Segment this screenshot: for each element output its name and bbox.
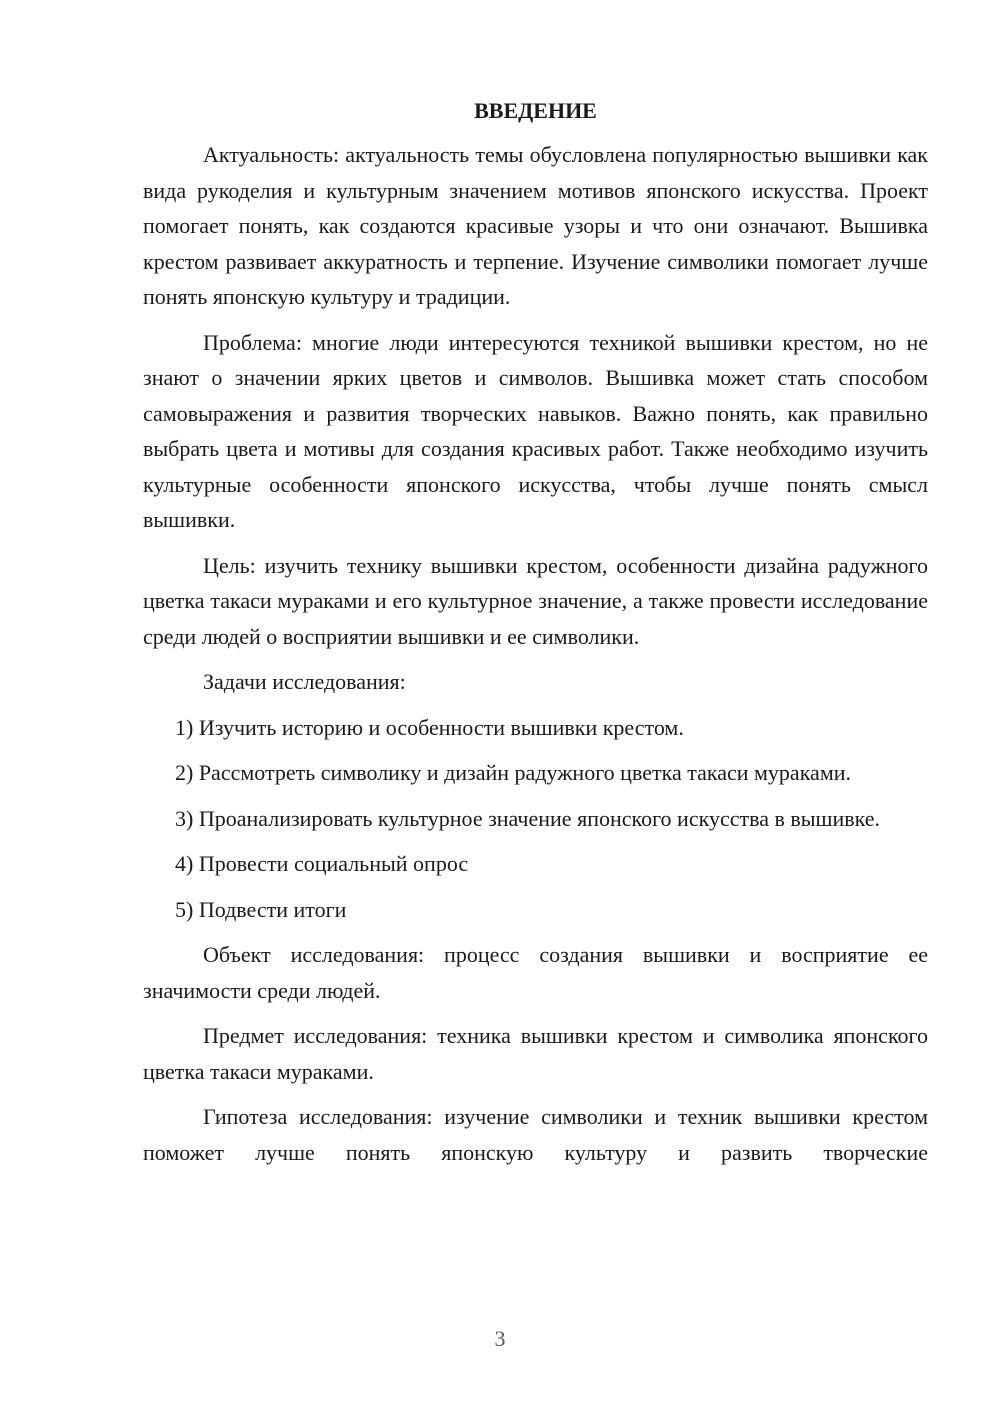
paragraph-hypothesis: Гипотеза исследования: изучение символики и техник вышивки крестом поможет лучше понять японскую культуру и развить творческие [143,1104,928,1165]
paragraph-problem: Проблема: многие люди интересуются техникой вышивки крестом, но не знают о значении ярких цветов и символов. Вышивка может стать способом самовыражения и развития творческих навыков. Важно понять, как правильно выбрать цвета и мотивы для создания красивых работ. Также необходимо изучить культурные особенности японского искусства, чтобы лучше понять смысл вышивки. [143,329,928,532]
task-item-3: 3) Проанализировать культурное значение японского искусства в вышивке. [175,805,881,831]
task-item-4: 4) Провести социальный опрос [175,851,469,876]
paragraph-subject: Предмет исследования: техника вышивки крестом и символика японского цветка такаси мураками. [143,1023,928,1084]
task-item-2: 2) Рассмотреть символику и дизайн радужного цветка такаси мураками. [175,760,852,785]
task-item-5: 5) Подвести итоги [175,896,347,922]
section-title: ВВЕДЕНИЕ [474,98,597,123]
task-item-1: 1) Изучить историю и особенности вышивки крестом. [175,714,684,740]
document-body [143,94,928,1180]
paragraph-goal: Цель: изучить технику вышивки крестом, особенности дизайна радужного цветка такаси мураками и его культурное значение, а также провести исследование среди людей о восприятии вышивки и ее символики. [143,552,928,649]
paragraph-relevance: Актуальность: актуальность темы обусловлена популярностью вышивки как вида рукоделия и культурным значением мотивов японского искусства. Проект помогает понять, как создаются красивые узоры и что они означают. Вышивка крестом развивает аккуратность и терпение. Изучение символики помогает лучше понять японскую культуру и традиции. [143,142,928,309]
tasks-heading: Задачи исследования: [203,669,406,694]
page-number: 3 [494,1326,506,1351]
paragraph-object: Объект исследования: процесс создания вышивки и восприятие ее значимости среди людей. [143,942,928,1003]
